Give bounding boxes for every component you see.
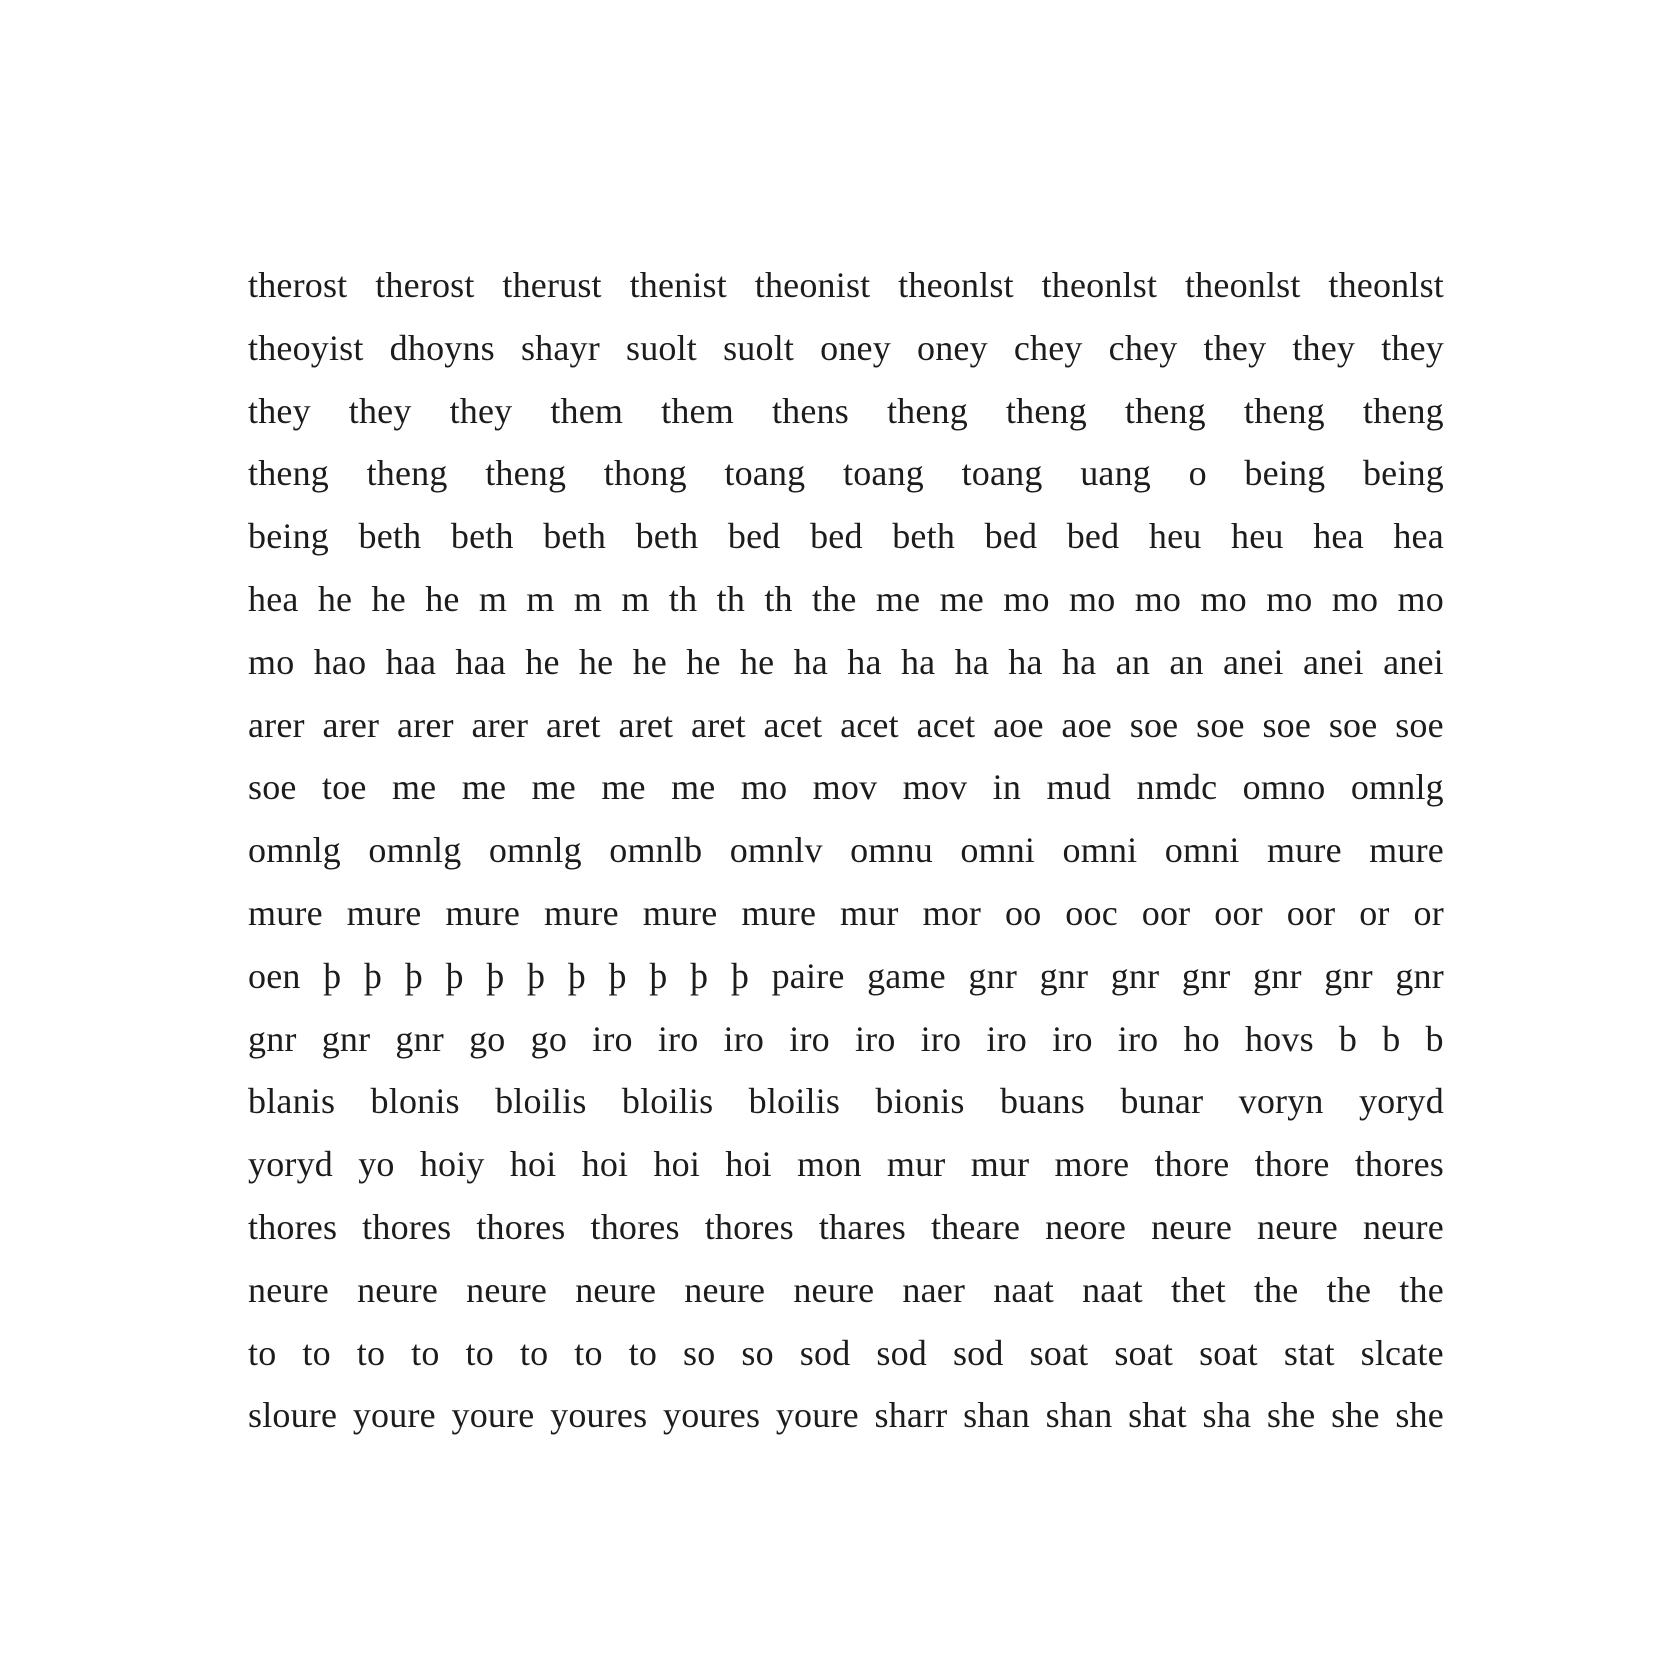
- word: sod: [952, 1332, 1004, 1373]
- word: neure: [575, 1269, 657, 1310]
- word: in: [992, 767, 1022, 808]
- word: omno: [1242, 767, 1326, 808]
- word: ha: [900, 641, 936, 682]
- word: þ: [445, 955, 464, 996]
- word: aret: [546, 704, 601, 745]
- word: iro: [657, 1018, 699, 1059]
- word: chey: [1013, 327, 1083, 368]
- word: mure: [248, 892, 323, 933]
- text-line: [248, 1133, 1444, 1196]
- word: bed: [1066, 516, 1120, 557]
- word: anei: [1383, 641, 1444, 682]
- word: thores: [248, 1206, 338, 1247]
- word: yoryd: [1358, 1081, 1444, 1122]
- word: thore: [1254, 1144, 1330, 1185]
- word: omnlv: [729, 830, 823, 871]
- word: neure: [1151, 1206, 1233, 1247]
- word: or: [1359, 892, 1390, 933]
- word: arer: [397, 704, 454, 745]
- word: beth: [635, 516, 699, 557]
- word: naat: [1082, 1269, 1143, 1310]
- word: dhoyns: [389, 327, 495, 368]
- word: so: [741, 1332, 774, 1373]
- word: omnlb: [609, 830, 703, 871]
- word: mor: [922, 892, 982, 933]
- word: oor: [1214, 892, 1263, 933]
- word: theng: [1243, 390, 1325, 431]
- word: neure: [684, 1269, 766, 1310]
- word: beth: [543, 516, 607, 557]
- word: arer: [248, 704, 305, 745]
- word: soat: [1029, 1332, 1089, 1373]
- word: gnr: [968, 955, 1018, 996]
- text-line: [248, 442, 1444, 505]
- word: þ: [363, 955, 383, 996]
- word: to: [628, 1332, 658, 1373]
- word: hea: [1313, 516, 1364, 557]
- word: buans: [999, 1081, 1085, 1122]
- word: aret: [618, 704, 674, 745]
- word: hoi: [509, 1144, 557, 1185]
- word: soe: [248, 767, 297, 808]
- word: hao: [313, 641, 367, 682]
- word: me: [391, 767, 437, 808]
- word: naer: [902, 1269, 966, 1310]
- word: oor: [1141, 892, 1191, 933]
- word: yo: [358, 1144, 395, 1185]
- word: omni: [1062, 830, 1138, 871]
- word: theonlst: [898, 265, 1014, 305]
- word: hea: [1393, 516, 1444, 557]
- text-line: [248, 756, 1444, 819]
- word: they: [1203, 327, 1267, 368]
- word: an: [1169, 641, 1204, 682]
- word: m: [526, 578, 555, 619]
- word: iro: [920, 1018, 962, 1059]
- word: blonis: [370, 1081, 460, 1122]
- word: mo: [1069, 578, 1116, 619]
- word: mure: [445, 892, 521, 933]
- word: bionis: [875, 1081, 965, 1122]
- word: b: [1425, 1018, 1444, 1059]
- word: soat: [1114, 1332, 1174, 1373]
- word: haa: [455, 641, 506, 682]
- word: mud: [1046, 767, 1112, 808]
- word: gnr: [1181, 955, 1231, 996]
- word: to: [465, 1332, 494, 1373]
- word: gnr: [395, 1018, 444, 1059]
- word: mure: [1266, 830, 1342, 871]
- word: theoyist: [248, 327, 364, 368]
- word: being: [1244, 453, 1326, 494]
- word: shan: [963, 1395, 1030, 1436]
- text-line: [248, 1070, 1444, 1133]
- text-line: [248, 1008, 1444, 1071]
- word: the: [1253, 1269, 1299, 1310]
- word: thet: [1170, 1269, 1226, 1310]
- word: omnlg: [248, 830, 342, 871]
- word: th: [716, 578, 746, 619]
- word: the: [1399, 1269, 1444, 1310]
- word: beth: [358, 516, 422, 557]
- word: acet: [840, 704, 899, 745]
- word: naat: [993, 1269, 1054, 1310]
- word: he: [425, 578, 460, 619]
- word: bunar: [1120, 1081, 1204, 1122]
- word: therost: [248, 265, 348, 305]
- word: shayr: [520, 327, 600, 368]
- word: thenist: [629, 265, 727, 305]
- word: mur: [970, 1144, 1030, 1185]
- word: thores: [590, 1206, 680, 1247]
- word: them: [550, 390, 624, 431]
- word: hoiy: [419, 1144, 485, 1185]
- word: oney: [820, 327, 891, 368]
- word: heu: [1231, 516, 1284, 557]
- word: to: [411, 1332, 440, 1373]
- word: toang: [843, 453, 924, 494]
- word: b: [1338, 1018, 1358, 1059]
- word: th: [668, 578, 698, 619]
- word: theng: [248, 453, 329, 494]
- word: bloilis: [748, 1081, 841, 1122]
- word: gnr: [1324, 955, 1373, 996]
- word: haa: [385, 641, 437, 682]
- word: game: [867, 955, 946, 996]
- word: nmdc: [1136, 767, 1218, 808]
- word: hoi: [581, 1144, 629, 1185]
- word: uang: [1080, 453, 1151, 494]
- word: soe: [1395, 704, 1444, 745]
- text-line: [248, 1259, 1444, 1322]
- word: mo: [1003, 578, 1050, 619]
- word: gnr: [1395, 955, 1444, 996]
- word: neure: [1257, 1206, 1338, 1247]
- word: omni: [960, 830, 1036, 871]
- text-block: [248, 254, 1444, 1447]
- word: iro: [1117, 1018, 1159, 1059]
- word: gnr: [1110, 955, 1160, 996]
- word: sloure: [248, 1395, 338, 1436]
- word: voryn: [1238, 1081, 1324, 1122]
- word: to: [519, 1332, 549, 1373]
- text-line: [248, 505, 1444, 568]
- text-line: [248, 254, 1444, 317]
- word: theare: [931, 1206, 1021, 1247]
- word: beth: [892, 516, 956, 557]
- word: thores: [362, 1206, 452, 1247]
- word: me: [671, 767, 716, 808]
- word: youre: [775, 1395, 859, 1436]
- word: sharr: [874, 1395, 948, 1436]
- word: mo: [1200, 578, 1247, 619]
- word: neure: [793, 1269, 875, 1310]
- word: mur: [840, 892, 899, 933]
- word: omnlg: [488, 830, 582, 871]
- word: sha: [1202, 1395, 1252, 1436]
- word: mure: [741, 892, 817, 933]
- word: hea: [248, 578, 299, 619]
- text-line: [248, 1384, 1444, 1447]
- word: bed: [810, 516, 863, 557]
- word: me: [601, 767, 646, 808]
- word: bed: [984, 516, 1038, 557]
- word: theng: [366, 453, 448, 494]
- word: aoe: [1061, 704, 1112, 745]
- word: he: [317, 578, 353, 619]
- word: the: [812, 578, 857, 619]
- word: iro: [723, 1018, 765, 1059]
- word: omnu: [850, 830, 933, 871]
- text-line: [248, 945, 1444, 1008]
- word: þ: [526, 955, 546, 996]
- word: they: [248, 390, 311, 431]
- word: he: [739, 641, 775, 682]
- word: sod: [799, 1332, 851, 1373]
- text-line: [248, 819, 1444, 882]
- word: to: [302, 1332, 331, 1373]
- word: anei: [1222, 641, 1284, 682]
- word: he: [525, 641, 560, 682]
- word: gnr: [321, 1018, 371, 1059]
- word: youres: [663, 1395, 761, 1436]
- word: þ: [404, 955, 423, 996]
- word: theonist: [754, 265, 871, 305]
- word: iro: [592, 1018, 633, 1059]
- word: o: [1188, 453, 1207, 494]
- text-line: [248, 380, 1444, 443]
- word: blanis: [248, 1081, 336, 1122]
- word: thens: [771, 390, 849, 431]
- word: therost: [375, 265, 475, 305]
- word: shat: [1128, 1395, 1187, 1436]
- word: m: [478, 578, 508, 619]
- word: neure: [1362, 1206, 1444, 1247]
- word: them: [661, 390, 734, 431]
- word: to: [574, 1332, 603, 1373]
- word: toang: [724, 453, 806, 494]
- word: theonlst: [1041, 265, 1158, 305]
- word: gnr: [1039, 955, 1089, 996]
- word: neure: [357, 1269, 439, 1310]
- word: heu: [1148, 516, 1202, 557]
- word: yoryd: [248, 1144, 333, 1185]
- word: chey: [1108, 327, 1178, 368]
- word: oney: [917, 327, 988, 368]
- word: ooc: [1065, 892, 1118, 933]
- word: mo: [248, 641, 295, 682]
- word: gnr: [248, 1018, 297, 1059]
- word: soe: [1196, 704, 1245, 745]
- text-line: [248, 317, 1444, 380]
- word: þ: [486, 955, 505, 996]
- word: he: [371, 578, 406, 619]
- word: mure: [642, 892, 718, 933]
- word: mo: [1397, 578, 1444, 619]
- word: go: [469, 1018, 506, 1059]
- word: mo: [740, 767, 788, 808]
- word: go: [530, 1018, 568, 1059]
- word: soat: [1199, 1332, 1258, 1373]
- word: iro: [854, 1018, 896, 1059]
- word: toe: [321, 767, 367, 808]
- word: omni: [1164, 830, 1240, 871]
- word: they: [1292, 327, 1356, 368]
- word: acet: [763, 704, 823, 745]
- word: more: [1054, 1144, 1130, 1185]
- word: omnlg: [368, 830, 462, 871]
- word: suolt: [723, 327, 795, 368]
- word: neure: [248, 1269, 329, 1310]
- word: theonlst: [1184, 265, 1301, 305]
- word: paire: [771, 955, 845, 996]
- word: youre: [451, 1395, 535, 1436]
- word: being: [248, 516, 329, 557]
- word: she: [1266, 1395, 1316, 1436]
- word: hovs: [1244, 1018, 1314, 1059]
- text-line: [248, 694, 1444, 757]
- word: me: [875, 578, 921, 619]
- word: he: [686, 641, 721, 682]
- word: he: [632, 641, 667, 682]
- word: thores: [1354, 1144, 1444, 1185]
- word: arer: [471, 704, 529, 745]
- word: ha: [847, 641, 882, 682]
- word: mo: [1331, 578, 1379, 619]
- word: bed: [727, 516, 781, 557]
- word: m: [621, 578, 650, 619]
- word: sod: [876, 1332, 927, 1373]
- word: mure: [1369, 830, 1444, 871]
- word: oo: [1005, 892, 1042, 933]
- word: neure: [466, 1269, 548, 1310]
- word: ho: [1183, 1018, 1220, 1059]
- word: m: [573, 578, 603, 619]
- word: th: [764, 578, 793, 619]
- word: shan: [1045, 1395, 1113, 1436]
- word: they: [348, 390, 412, 431]
- word: therust: [502, 265, 602, 305]
- word: youre: [352, 1395, 436, 1436]
- word: anei: [1303, 641, 1364, 682]
- text-line: [248, 568, 1444, 631]
- word: theng: [1362, 390, 1444, 431]
- text-line: [248, 882, 1444, 945]
- word: me: [939, 578, 984, 619]
- word: thores: [476, 1206, 566, 1247]
- word: aoe: [993, 704, 1044, 745]
- word: ha: [954, 641, 990, 682]
- word: soe: [1262, 704, 1312, 745]
- word: thong: [603, 453, 687, 494]
- word: þ: [323, 955, 342, 996]
- word: omnlg: [1350, 767, 1444, 808]
- word: me: [461, 767, 507, 808]
- word: beth: [450, 516, 514, 557]
- word: they: [1381, 327, 1444, 368]
- word: theng: [1124, 390, 1206, 431]
- word: iro: [986, 1018, 1027, 1059]
- word: þ: [608, 955, 627, 996]
- word: or: [1413, 892, 1444, 933]
- word: to: [248, 1332, 277, 1373]
- word: thares: [818, 1206, 907, 1247]
- word: mon: [797, 1144, 862, 1185]
- word: oor: [1286, 892, 1336, 933]
- word: being: [1362, 453, 1444, 494]
- word: iro: [789, 1018, 830, 1059]
- word: hoi: [653, 1144, 701, 1185]
- word: soe: [1129, 704, 1179, 745]
- word: me: [531, 767, 576, 808]
- word: mure: [346, 892, 422, 933]
- text-line: [248, 1196, 1444, 1259]
- word: toang: [961, 453, 1043, 494]
- word: mo: [1134, 578, 1182, 619]
- text-line: [248, 631, 1444, 694]
- word: þ: [730, 955, 750, 996]
- word: þ: [649, 955, 668, 996]
- word: bloilis: [495, 1081, 587, 1122]
- word: þ: [690, 955, 709, 996]
- word: b: [1382, 1018, 1401, 1059]
- word: he: [578, 641, 614, 682]
- word: aret: [691, 704, 746, 745]
- word: theng: [485, 453, 567, 494]
- word: arer: [322, 704, 380, 745]
- word: thores: [704, 1206, 794, 1247]
- word: þ: [567, 955, 586, 996]
- word: neore: [1045, 1206, 1127, 1247]
- word: mure: [544, 892, 619, 933]
- word: youres: [550, 1395, 648, 1436]
- word: mov: [902, 767, 968, 808]
- word: mur: [886, 1144, 946, 1185]
- word: theng: [886, 390, 968, 431]
- word: ha: [1061, 641, 1097, 682]
- word: she: [1395, 1395, 1444, 1436]
- word: the: [1326, 1269, 1372, 1310]
- word: theng: [1005, 390, 1087, 431]
- word: soe: [1328, 704, 1378, 745]
- word: gnr: [1253, 955, 1302, 996]
- word: iro: [1052, 1018, 1093, 1059]
- word: acet: [916, 704, 976, 745]
- word: stat: [1283, 1332, 1335, 1373]
- word: ha: [1008, 641, 1043, 682]
- word: theonlst: [1328, 265, 1444, 305]
- word: ha: [793, 641, 828, 682]
- word: mo: [1266, 578, 1313, 619]
- text-line: [248, 1322, 1444, 1385]
- word: bloilis: [621, 1081, 714, 1122]
- word: slcate: [1360, 1332, 1444, 1373]
- word: she: [1331, 1395, 1380, 1436]
- word: suolt: [626, 327, 698, 368]
- word: they: [449, 390, 513, 431]
- word: so: [683, 1332, 716, 1373]
- word: hoi: [725, 1144, 772, 1185]
- word: thore: [1154, 1144, 1230, 1185]
- word: to: [356, 1332, 386, 1373]
- word: mov: [812, 767, 878, 808]
- word: an: [1115, 641, 1151, 682]
- word: oen: [248, 955, 301, 996]
